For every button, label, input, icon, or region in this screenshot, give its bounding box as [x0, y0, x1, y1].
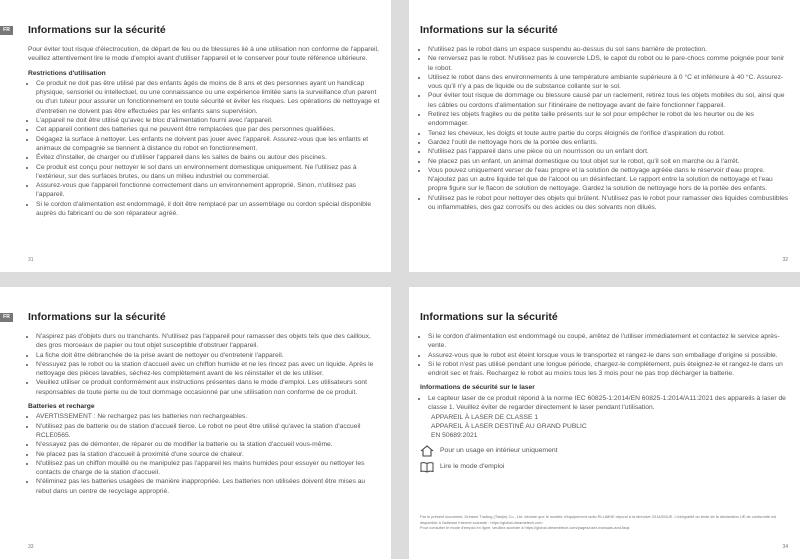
list-item: • Ne placez pas un enfant, un animal domestique ou tout objet sur le robot, qu'il soit en marche ou à l'arrêt. — [428, 157, 790, 166]
page-body — [28, 332, 381, 501]
intro-paragraph: Pour éviter tout risque d'électrocution, de départ de feu ou de blessures lié à une utilisation non conforme de l'appareil, veuillez attentivement lire le mode d'emploi avant d'utiliser l'appareil et le conserver pour toute référence ultérieure. — [28, 46, 379, 63]
page-title: Informations sur la sécurité — [28, 311, 166, 323]
page-32 — [409, 0, 800, 272]
list-item: • N'essayez pas de démonter, de réparer ou de modifier la batterie ou la station d'accueil vous-même. — [36, 440, 381, 449]
laser-line: APPAREIL À LASER DESTINÉ AU GRAND PUBLIC — [431, 423, 587, 431]
list-item: • AVERTISSEMENT : Ne rechargez pas les batteries non rechargeables. — [36, 412, 381, 421]
page-body — [420, 45, 790, 217]
list-item: • Ce produit ne doit pas être utilisé par des enfants âgés de moins de 8 ans et des personnes ayant un handicap physique, sensoriel ou intellectuel, ou une connaissance ou une expérience limitée sans la surveillance d'un parent ou d'un tuteur pour assurer un fonctionnement en toute sécurité et éviter les risques. Les opérations de nettoyage et d'entretien ne doivent pas être effectuées par les enfants sans supervision. — [36, 79, 381, 116]
list-item: • N'aspirez pas d'objets durs ou tranchants. N'utilisez pas l'appareil pour ramasser des objets tels que des cailloux, des gros morceaux de papier ou tout objet susceptible d'obstruer l'appareil. — [36, 332, 381, 351]
list-item: • Le capteur laser de ce produit répond à la norme IEC 60825-1:2014/EN 60825-1:2014/A11:2021 des appareils à laser de classe 1. Veuillez éviter de regarder directement le laser pendant l'utilisation. — [428, 394, 790, 413]
page-number: 32 — [782, 257, 788, 263]
laser-class-label — [431, 414, 790, 440]
safety-list — [28, 332, 381, 397]
list-item: • Vous pouvez uniquement verser de l'eau propre et la solution de nettoyage agréée dans le réservoir d'eau propre. N'ajoutez pas un autre liquide tel que de l'alcool ou un désinfectant. Le rapport entre la solution de nettoyage et l'eau propre figure sur le flacon de solution de nettoyage. Gardez la solution de nettoyage hors de la portée des enfants. — [428, 166, 790, 194]
laser-line: APPAREIL À LASER DE CLASSE 1 — [431, 414, 539, 422]
read-manual-notice — [420, 461, 790, 473]
laser-list — [420, 394, 790, 413]
list-item: • N'essuyez pas le robot ou la station d'accueil avec un chiffon humide et ne les rincez pas avec un liquide. Après le nettoyage des pièces lavables, séchez-les complètement avant de les réinstaller et de les utiliser. — [36, 360, 381, 379]
list-item: • N'utilisez pas de batterie ou de station d'accueil tierce. Le robot ne peut être utilisé qu'avec la station d'accueil RCLE0565. — [36, 422, 381, 441]
subheading-batteries: Batteries et recharge — [28, 403, 95, 411]
batteries-list — [28, 412, 381, 496]
subheading-restrictions: Restrictions d'utilisation — [28, 69, 106, 77]
book-icon — [420, 461, 434, 473]
list-item: • Retirez les objets fragiles ou de petite taille présents sur le sol pour empêcher le robot de les heurter ou de les endommager. — [428, 110, 790, 129]
language-tab: FR — [0, 313, 13, 322]
indoor-use-notice — [420, 445, 790, 457]
list-item: • Cet appareil contient des batteries qui ne peuvent être remplacées que par des personnes qualifiées. — [36, 125, 381, 134]
read-manual-text: Lire le mode d'emploi — [440, 463, 505, 471]
page-number: 31 — [28, 257, 34, 263]
list-item: • Évitez d'installer, de charger ou d'utiliser l'appareil dans les salles de bains ou autour des piscines. — [36, 153, 381, 162]
language-tab: FR — [0, 26, 13, 35]
list-item: • N'utilisez pas le robot dans un espace suspendu au-dessus du sol sans barrière de protection. — [428, 45, 790, 54]
laser-line: EN 50689:2021 — [431, 431, 478, 439]
page-title: Informations sur la sécurité — [420, 24, 558, 36]
page-title: Informations sur la sécurité — [420, 311, 558, 323]
list-item: • Dégagez la surface à nettoyer. Les enfants ne doivent pas jouer avec l'appareil. Assurez-vous que les enfants et animaux de compagnie se tiennent à distance du robot en fonctionnement. — [36, 135, 381, 154]
list-item: • Gardez l'outil de nettoyage hors de la portée des enfants. — [428, 138, 790, 147]
declaration-text: Par le présent document, Dreame Trading (Tianjin) Co., Ltd. déclare que le modèle d'équipement radio RLL68HE répond à la directive 2014/53/UE. L'intégralité du texte de la déclaration UE de conformité est disponible à l'adresse Internet suivante : https://global.dreametech.com — [420, 514, 777, 525]
page-body — [28, 45, 381, 223]
page-31 — [0, 0, 391, 272]
list-item: • Ne placez pas la station d'accueil à proximité d'une source de chaleur. — [36, 450, 381, 459]
restrictions-list — [28, 79, 381, 218]
page-body — [420, 332, 790, 473]
list-item: • Assurez-vous que l'appareil fonctionne correctement dans un environnement approprié. Sinon, n'utilisez pas l'appareil. — [36, 181, 381, 200]
list-item: • Assurez-vous que le robot est éteint lorsque vous le transportez et rangez-le dans son emballage d'origine si possible. — [428, 351, 790, 360]
list-item: • Utilisez le robot dans des environnements à une température ambiante supérieure à 0 °C et inférieure à 40 °C. Assurez-vous qu'il n'y a pas de liquide ou de substance collante sur le sol. — [428, 73, 790, 92]
house-icon — [420, 445, 434, 457]
safety-list — [420, 45, 790, 212]
list-item: • Veuillez utiliser ce produit conformément aux instructions présentes dans le mode d'emploi. Les utilisateurs sont responsables de toute perte ou de tout dommage occasionné par une utilisation non conforme de ce produit. — [36, 378, 381, 397]
list-item: • La fiche doit être débranchée de la prise avant de nettoyer ou d'entretenir l'appareil. — [36, 351, 381, 360]
page-33 — [0, 287, 391, 559]
page-34 — [409, 287, 800, 559]
list-item: • N'utilisez pas l'appareil dans une pièce où un nourrisson ou un enfant dort. — [428, 147, 790, 156]
fine-print — [420, 514, 790, 531]
list-item: • N'éliminez pas les batteries usagées de manière inappropriée. Les batteries non utilisées doivent être mises au rebut dans un centre de recyclage approprié. — [36, 477, 381, 496]
list-item: • N'utilisez pas un chiffon mouillé ou ne manipulez pas l'appareil les mains humides pour essuyer ou nettoyer les contacts de charge de la station d'accueil. — [36, 459, 381, 478]
list-item: • Si le cordon d'alimentation est endommagé ou coupé, arrêtez de l'utiliser immédiatement et contactez le service après-vente. — [428, 332, 790, 351]
indoor-use-text: Pour un usage en intérieur uniquement — [440, 447, 558, 455]
list-item: • Ne renversez pas le robot. N'utilisez pas le couvercle LDS, le capot du robot ou le pare-chocs comme poignée pour tenir le robot. — [428, 54, 790, 73]
page-title: Informations sur la sécurité — [28, 24, 166, 36]
list-item: • Ce produit est conçu pour nettoyer le sol dans un environnement domestique uniquement. Ne l'utilisez pas à l'extérieur, sur des surfaces brutes, ou dans un milieu industriel ou commercial. — [36, 163, 381, 182]
list-item: • Tenez les cheveux, les doigts et toute autre partie du corps éloignés de l'orifice d'aspiration du robot. — [428, 129, 790, 138]
safety-list — [420, 332, 790, 378]
list-item: • N'utilisez pas le robot pour nettoyer des objets qui brûlent. N'utilisez pas le robot pour ramasser des liquides combustibles ou inflammables, des gaz corrosifs ou des acides ou des solvants non dilués. — [428, 194, 790, 213]
list-item: • Pour éviter tout risque de dommage ou blessure causé par un raclement, retirez tous les objets mobiles du sol, ainsi que les câbles ou cordons d'alimentation sur l'itinéraire de nettoyage avant de faire fonctionner l'appareil. — [428, 91, 790, 110]
list-item: • Si le cordon d'alimentation est endommagé, il doit être remplacé par un assemblage ou cordon spécial disponible auprès du fabricant ou de son réparateur agréé. — [36, 200, 381, 219]
online-manual-text: Pour consulter le mode d'emploi en ligne, veuillez accéder à https://global.dreametech.com/pages/user-manuals-and-faqs — [420, 525, 630, 531]
list-item: • L'appareil ne doit être utilisé qu'avec le bloc d'alimentation fourni avec l'appareil. — [36, 116, 381, 125]
page-number: 34 — [782, 544, 788, 550]
subheading-laser: Informations de sécurité sur le laser — [420, 384, 535, 392]
list-item: • Si le robot n'est pas utilisé pendant une longue période, chargez-le complètement, puis éteignez-le et rangez-le dans un endroit sec et frais. Rechargez le robot au moins tous les 3 mois pour ne pas trop décharger la batterie. — [428, 360, 790, 379]
page-number: 33 — [28, 544, 34, 550]
